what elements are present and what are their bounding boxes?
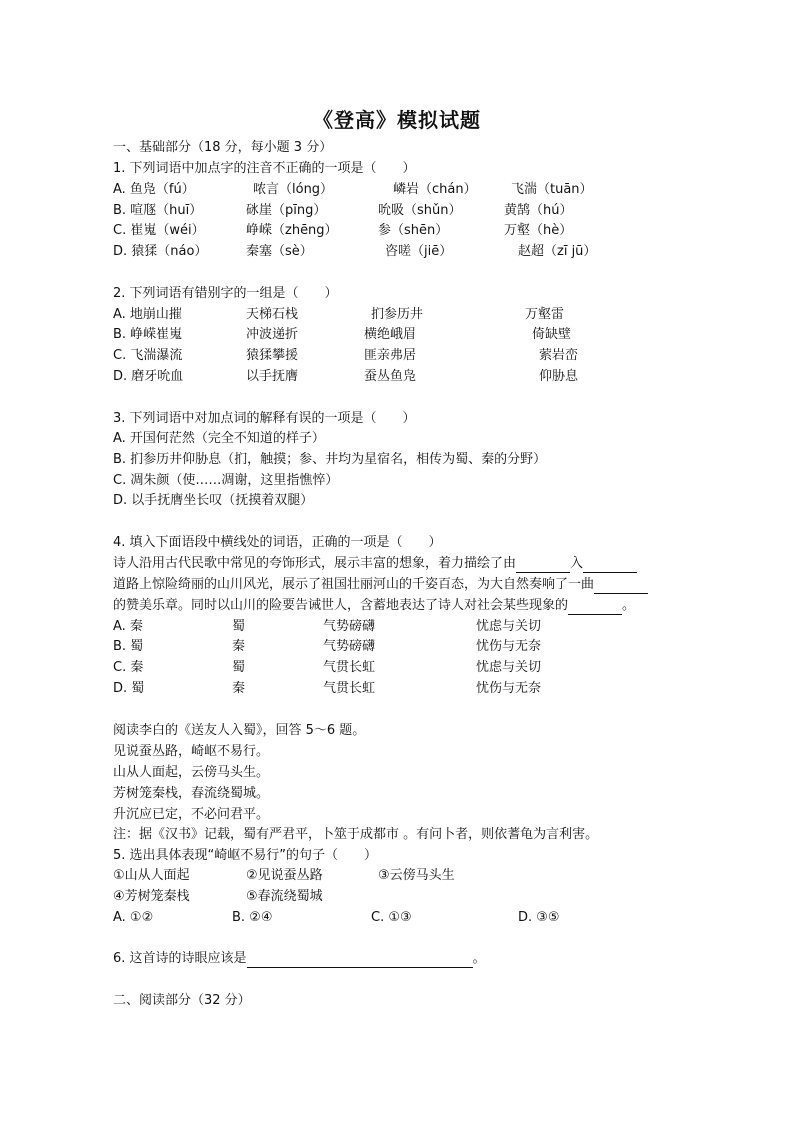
q3-option-d: D. 以手抚膺坐长叹（抚摸着双腿） — [113, 493, 314, 508]
q4-b-3: 气势磅礴 — [323, 639, 376, 654]
q4-b-1: B. 蜀 — [113, 639, 144, 654]
q1-c-2: 峥嵘（zhēng） — [246, 223, 338, 238]
q4-b-2: 秦 — [232, 639, 246, 654]
q3-option-b: B. 扪参历井仰胁息（扪，触摸；参、井均为星宿名，相传为蜀、秦的分野） — [113, 452, 547, 467]
reading-intro: 阅读李白的《送友人入蜀》，回答 5～6 题。 — [113, 723, 366, 738]
q1-option-b — [113, 202, 713, 220]
q1-b-4: 黄鹄（hú） — [504, 203, 573, 218]
q1-c-4: 万壑（hè） — [504, 223, 573, 238]
q4-b-4: 忧伤与无奈 — [476, 639, 542, 654]
q2-b-4: 倚缺壁 — [532, 327, 572, 342]
q1-b-3: 吮吸（shǔn） — [378, 203, 462, 218]
q4-blank-1 — [516, 558, 570, 573]
q4-a-4: 忧虑与关切 — [476, 619, 542, 634]
q3-option-a: A. 开国何茫然（完全不知道的样子） — [113, 431, 325, 446]
q1-option-d — [113, 243, 713, 261]
q5-option-c: C. ①③ — [371, 910, 412, 925]
q4-blank-3 — [594, 579, 648, 594]
q5-item-1: ①山从人面起 — [113, 868, 190, 883]
q6-stem: 6. 这首诗的诗眼应该是 。 — [113, 951, 486, 966]
q1-d-1: D. 猿猱（náo） — [113, 244, 208, 259]
q4-d-2: 秦 — [232, 681, 246, 696]
q2-a-2: 天梯石栈 — [246, 307, 299, 322]
q4-c-3: 气贯长虹 — [323, 660, 376, 675]
q4-d-3: 气贯长虹 — [323, 681, 376, 696]
q1-option-a — [113, 181, 713, 199]
q4-option-b — [113, 638, 713, 656]
q4-passage-line-2: 道路上惊险绮丽的山川风光，展示了祖国壮丽河山的千姿百态，为大自然奏响了一曲 — [113, 576, 648, 594]
q5-option-a: A. ①② — [113, 910, 154, 925]
q5-option-d: D. ③⑤ — [518, 910, 560, 925]
q2-option-d — [113, 368, 713, 386]
q5-items-row-1 — [113, 867, 713, 885]
q2-d-4: 仰胁息 — [539, 369, 579, 384]
q2-d-1: D. 磨牙吮血 — [113, 369, 184, 384]
q1-d-3: 咨嗟（jiē） — [385, 244, 453, 259]
q4-option-c — [113, 659, 713, 677]
q1-a-4: 飞湍（tuān） — [511, 182, 593, 197]
q5-stem: 5. 选出具体表现“崎岖不易行”的句子（ ） — [113, 848, 378, 863]
q1-a-3: 嶙岩（chán） — [393, 182, 477, 197]
q2-a-4: 万壑雷 — [525, 307, 565, 322]
q2-option-b — [113, 326, 713, 344]
q2-b-1: B. 峥嵘崔嵬 — [113, 327, 183, 342]
poem-line-1: 见说蚕丛路，崎岖不易行。 — [113, 744, 270, 759]
q4-blank-4 — [568, 600, 622, 615]
q2-a-1: A. 地崩山摧 — [113, 307, 182, 322]
q5-item-2: ②见说蚕丛路 — [246, 868, 323, 883]
q1-a-1: A. 鱼凫（fú） — [113, 182, 195, 197]
q1-b-1: B. 喧豗（huī） — [113, 203, 203, 218]
q6-answer-blank — [247, 953, 473, 968]
q1-a-2: 哝言（lóng） — [253, 182, 334, 197]
poem-line-3: 芳树笼秦栈，春流绕蜀城。 — [113, 786, 270, 801]
q4-c-1: C. 秦 — [113, 660, 144, 675]
q5-item-3: ③云傍马头生 — [378, 868, 455, 883]
poem-line-4: 升沉应已定，不必问君平。 — [113, 807, 270, 822]
q4-passage-line-3: 的赞美乐章。同时以山川的险要告诫世人，含蓄地表达了诗人对社会某些现象的 。 — [113, 598, 636, 613]
q4-a-2: 蜀 — [232, 619, 246, 634]
q4-passage-line-1: 诗人沿用古代民歌中常见的夸饰形式，展示丰富的想象，着力描绘了由 入 — [113, 555, 637, 573]
q2-stem: 2. 下列词语有错别字的一组是（ ） — [113, 286, 338, 301]
q4-a-1: A. 秦 — [113, 619, 143, 634]
q3-stem: 3. 下列词语中对加点词的解释有误的一项是（ ） — [113, 411, 416, 426]
q1-d-4: 赵超（zī jū） — [518, 244, 597, 259]
q4-c-2: 蜀 — [232, 660, 246, 675]
q5-item-4: ④芳树笼秦栈 — [113, 889, 190, 904]
q5-option-b: B. ②④ — [232, 910, 273, 925]
q1-c-3: 参（shēn） — [378, 223, 449, 238]
q4-d-1: D. 蜀 — [113, 681, 145, 696]
q2-d-3: 蚕丛鱼凫 — [364, 369, 417, 384]
page-title: 《登高》模拟试题 — [313, 108, 481, 132]
section2-header: 二、阅读部分（32 分） — [113, 993, 251, 1008]
q4-c-4: 忧虑与关切 — [476, 660, 542, 675]
q4-a-3: 气势磅礴 — [323, 619, 376, 634]
q1-c-1: C. 崔嵬（wéi） — [113, 223, 205, 238]
q1-stem: 1. 下列词语中加点字的注音不正确的一项是（ ） — [113, 161, 416, 176]
q2-c-1: C. 飞湍瀑流 — [113, 348, 183, 363]
q5-options — [113, 909, 713, 927]
q5-items-row-2 — [113, 888, 713, 906]
q2-c-3: 匪亲弗居 — [364, 348, 417, 363]
q1-option-c — [113, 222, 713, 240]
poem-line-2: 山从人面起，云傍马头生。 — [113, 765, 270, 780]
q2-option-a — [113, 306, 713, 324]
q2-option-c — [113, 347, 713, 365]
q4-option-a — [113, 618, 713, 636]
q2-d-2: 以手抚膺 — [246, 369, 299, 384]
q2-a-3: 扪参历井 — [371, 307, 424, 322]
q2-c-2: 猿猱攀援 — [246, 348, 299, 363]
section1-header: 一、基础部分（18 分，每小题 3 分） — [113, 140, 333, 155]
q4-option-d — [113, 680, 713, 698]
q4-d-4: 忧伤与无奈 — [476, 681, 542, 696]
q2-b-3: 横绝峨眉 — [364, 327, 417, 342]
q2-b-2: 冲波递折 — [246, 327, 299, 342]
q1-d-2: 秦塞（sè） — [246, 244, 313, 259]
q1-b-2: 砯崖（pīng） — [246, 203, 327, 218]
q2-c-4: 萦岩峦 — [539, 348, 579, 363]
q3-option-c: C. 凋朱颜（使……凋谢，这里指憔悴） — [113, 473, 339, 488]
q5-item-5: ⑤春流绕蜀城 — [246, 889, 323, 904]
q4-blank-2 — [583, 558, 637, 573]
q4-stem: 4. 填入下面语段中横线处的词语，正确的一项是（ ） — [113, 535, 442, 550]
reading-note: 注：据《汉书》记载，蜀有严君平，卜筮于成都市 。有问卜者，则依蓍龟为言利害。 — [113, 827, 599, 842]
